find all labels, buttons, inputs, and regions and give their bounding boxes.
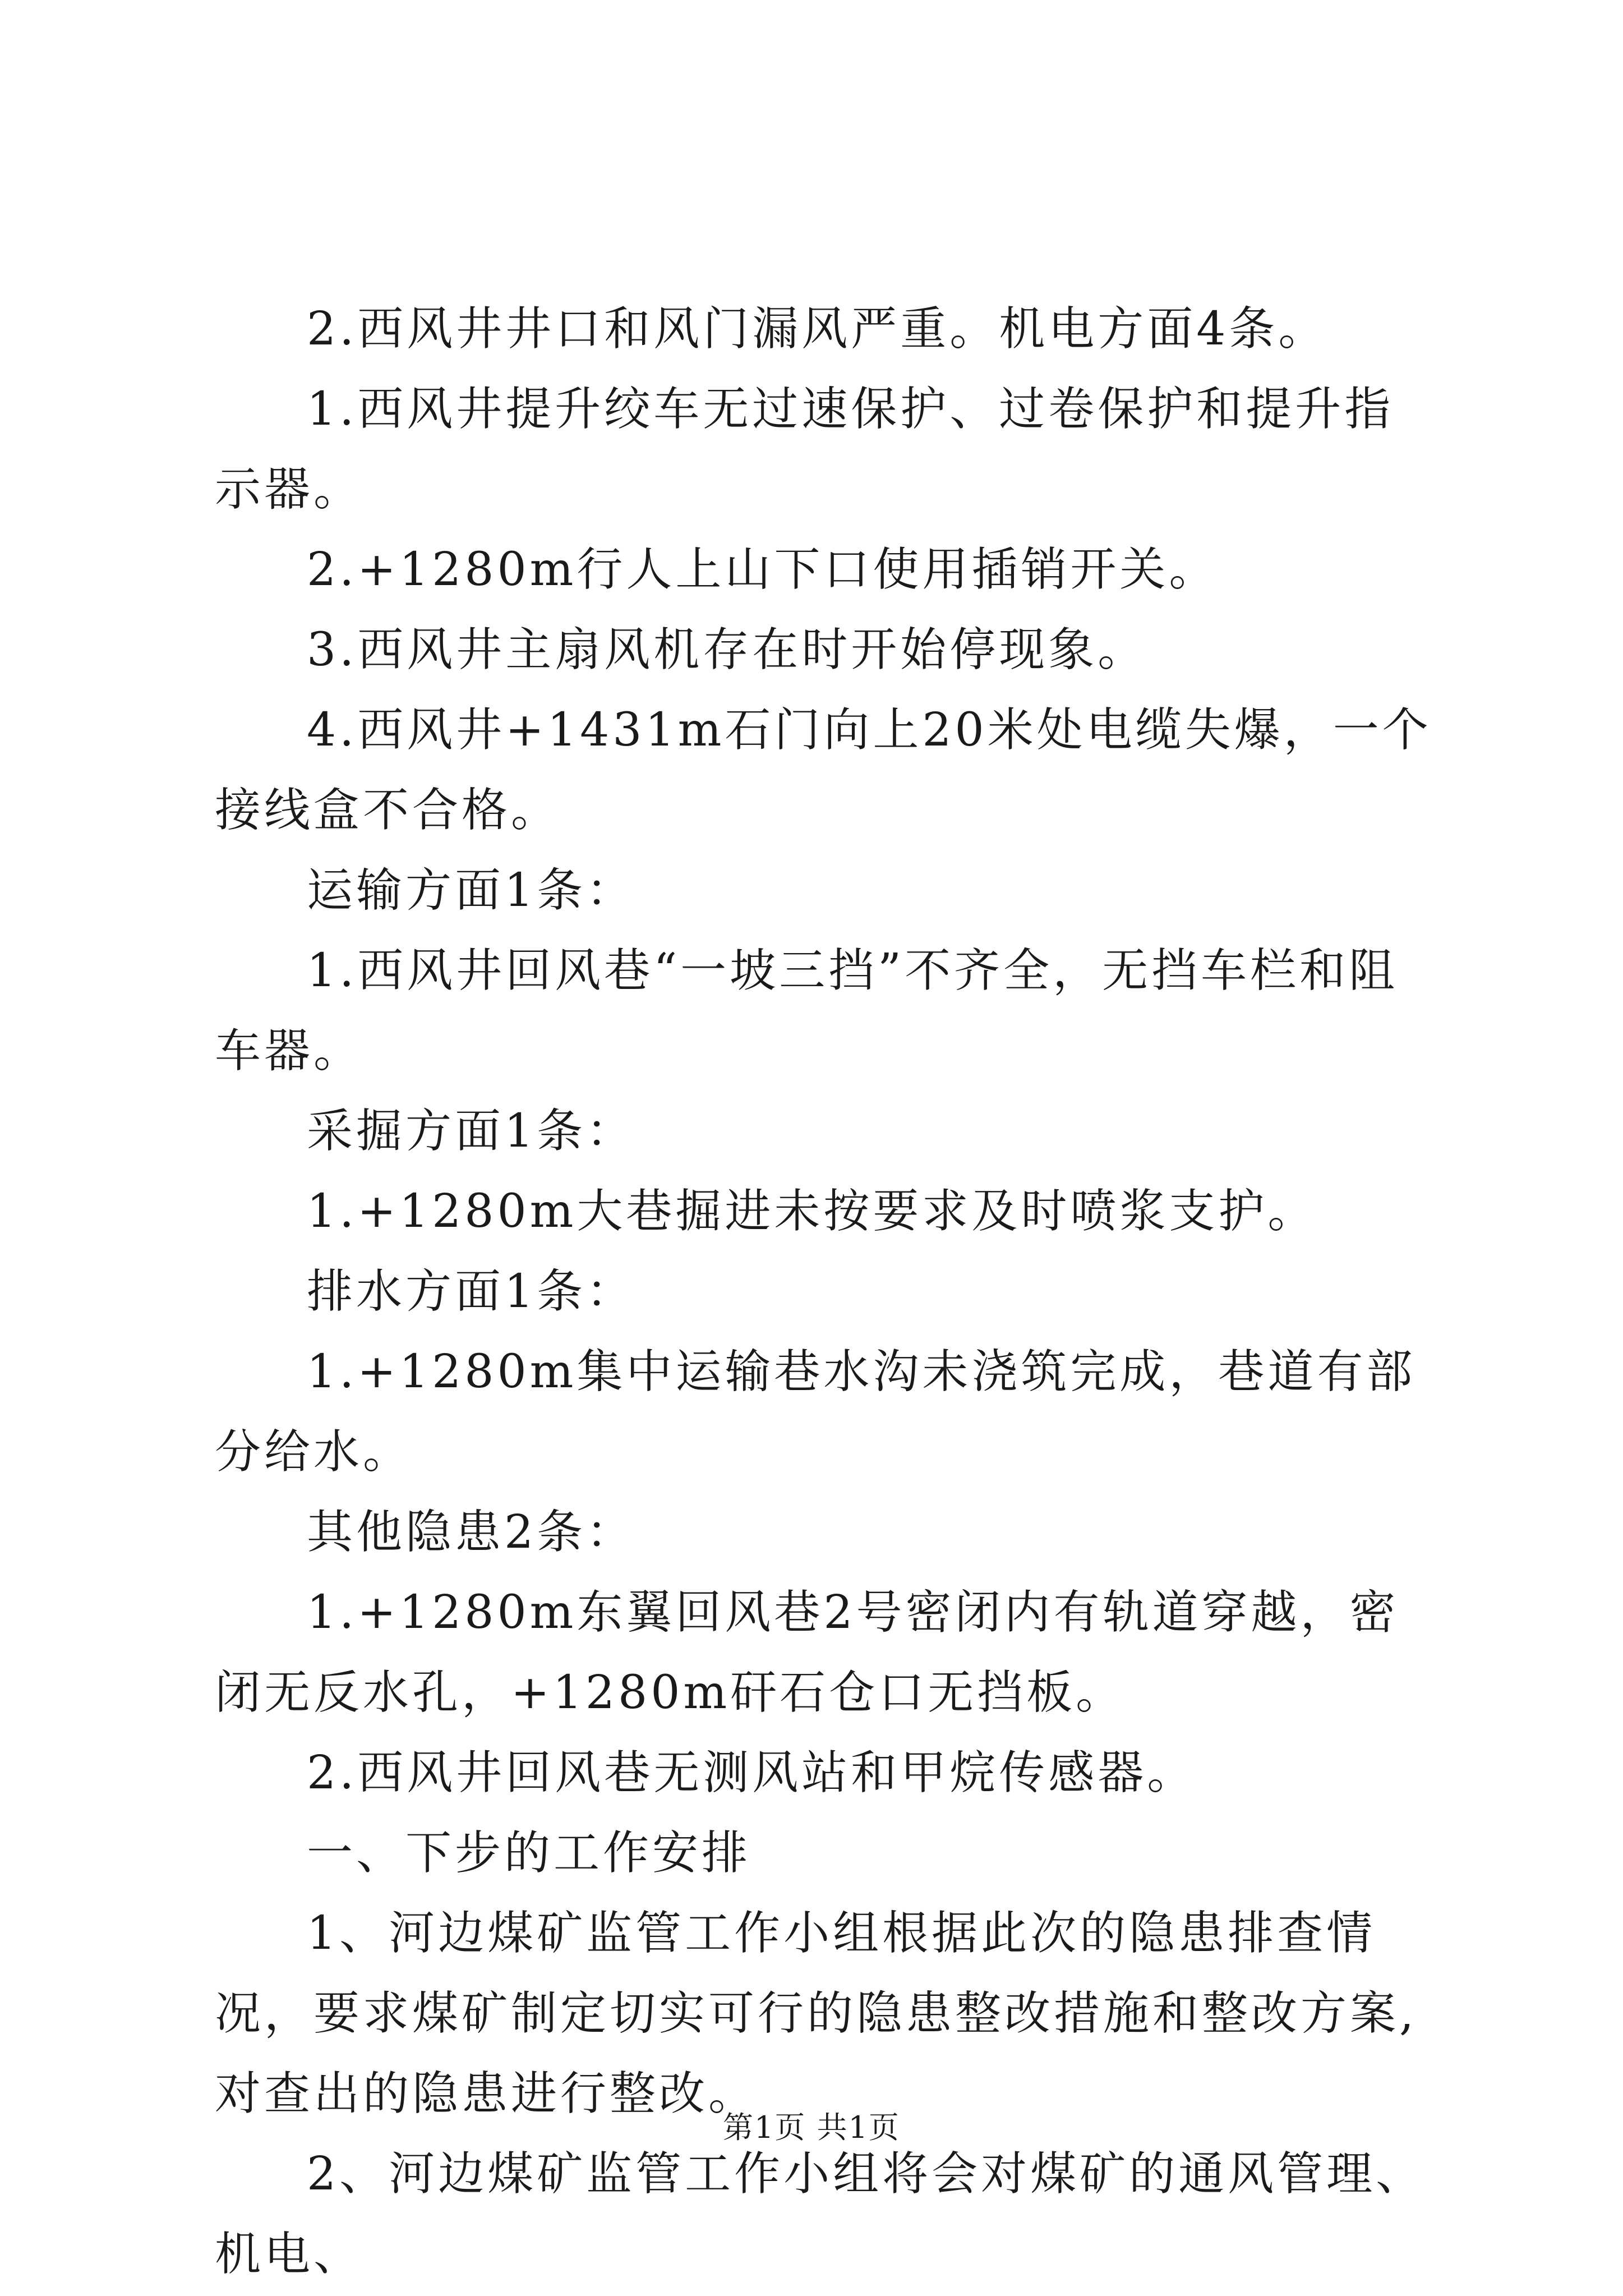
paragraph: 2.西风井回风巷无测风站和甲烷传感器。	[307, 1746, 1197, 1800]
paragraph: 1、河边煤矿监管工作小组根据此次的隐患排查情况，要求煤矿制定切实可行的隐患整改措施和整改方案,对查出的隐患进行整改。	[215, 1907, 1418, 2120]
paragraph: 3.西风井主扇风机存在时开始停现象。	[307, 623, 1147, 677]
section-heading: 一、下步的工作安排	[307, 1826, 751, 1880]
paragraph: 1.西风井回风巷“一坡三挡”不齐全，无挡车栏和阻车器。	[215, 944, 1399, 1078]
section-heading: 排水方面1条：	[307, 1265, 636, 1318]
paragraph: 1.+1280m大巷掘进未按要求及时喷浆支护。	[307, 1185, 1317, 1238]
paragraph: 2.西风井井口和风门漏风严重。机电方面4条。	[307, 302, 1328, 356]
page-footer: 第1页 共1页	[723, 2110, 900, 2145]
paragraph: 1.+1280m集中运输巷水沟未浇筑完成，巷道有部分给水。	[215, 1345, 1416, 1479]
paragraph: 1.+1280m东翼回风巷2号密闭内有轨道穿越，密闭无反水孔，+1280m矸石仓口无挡板。	[215, 1586, 1399, 1719]
paragraph: 1.西风井提升绞车无过速保护、过卷保护和提升指示器。	[215, 383, 1394, 516]
paragraph: 2.+1280m行人上山下口使用插销开关。	[307, 543, 1219, 596]
section-heading: 其他隐患2条：	[307, 1506, 636, 1559]
document-body	[215, 289, 1432, 2294]
paragraph: 4.西风井+1431m石门向上20米处电缆失爆，一个接线盒不合格。	[215, 703, 1432, 837]
section-heading: 采掘方面1条：	[307, 1105, 636, 1158]
section-heading: 运输方面1条：	[307, 864, 636, 917]
paragraph: 2、河边煤矿监管工作小组将会对煤矿的通风管理、机电、	[215, 2147, 1426, 2281]
